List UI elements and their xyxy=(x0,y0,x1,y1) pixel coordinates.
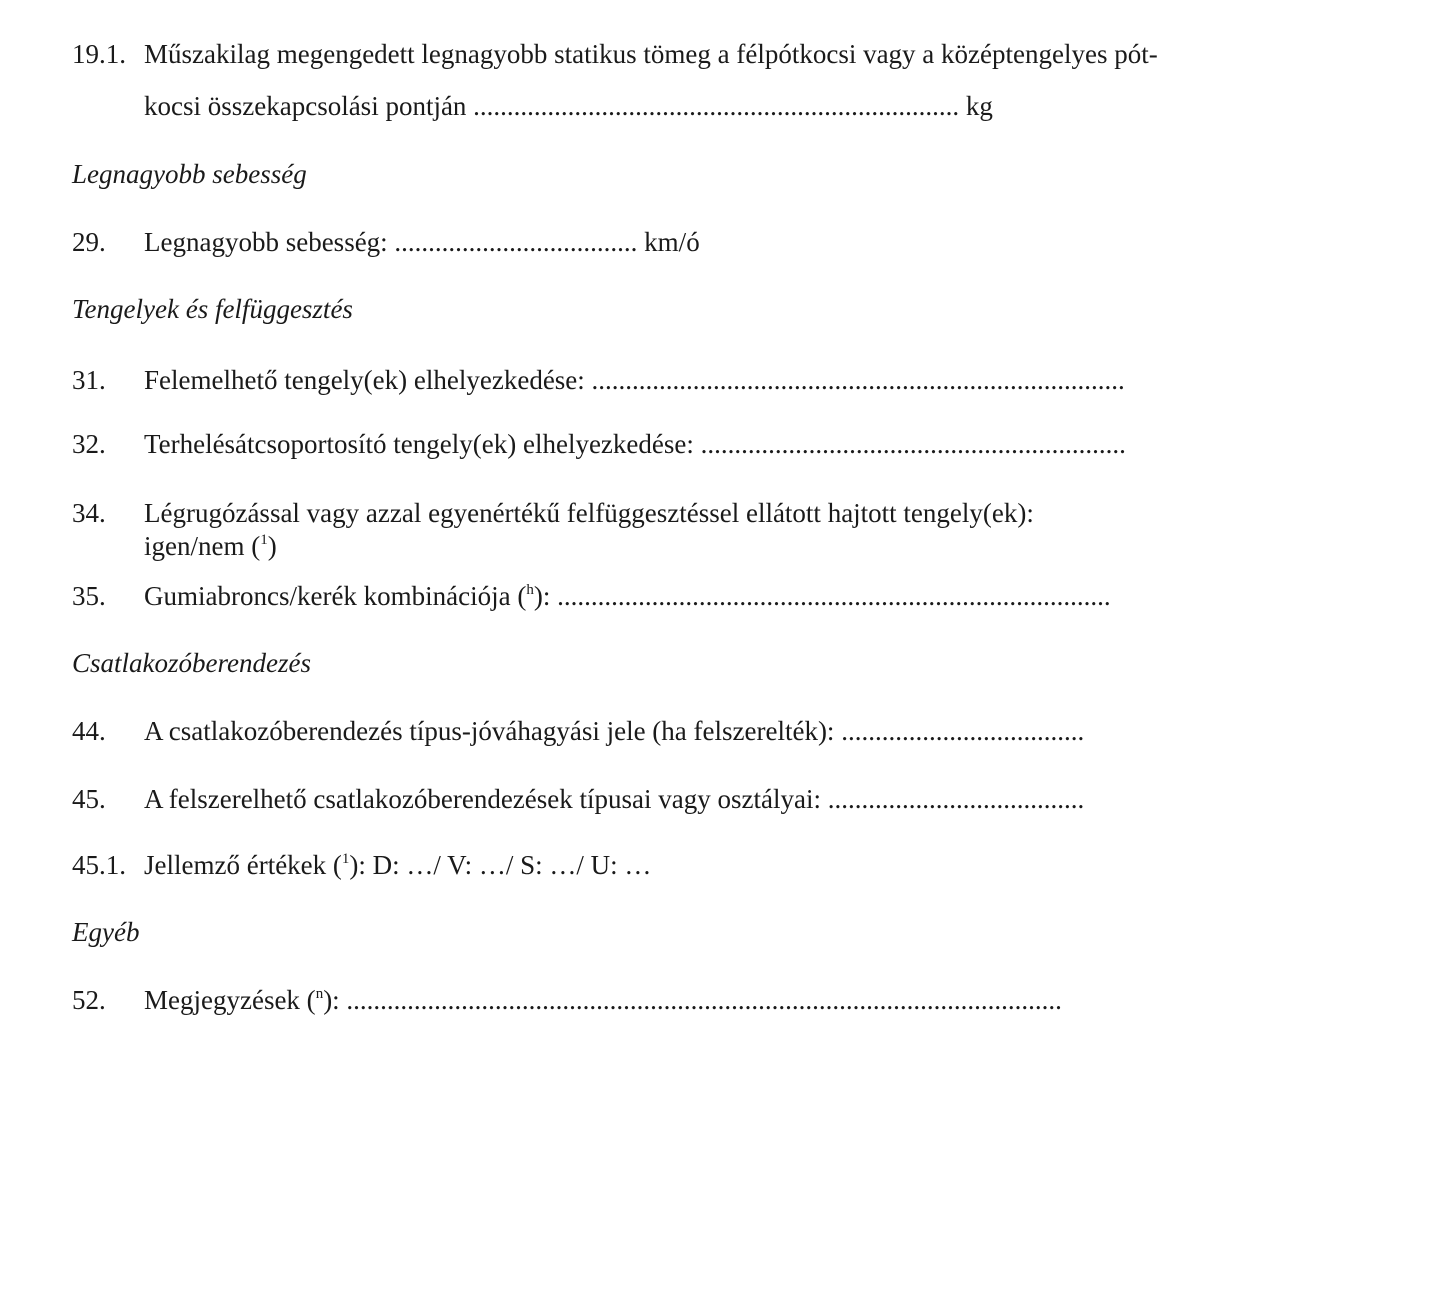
item-number: 34. xyxy=(72,498,106,528)
item-text: Felemelhető tengely(ek) elhelyezkedése: ............................................................................... xyxy=(144,365,1125,395)
item-text-line-1: Légrugózással vagy azzal egyenértékű felfüggesztéssel ellátott hajtott tengely(ek): xyxy=(144,498,1034,528)
footnote-ref: 1 xyxy=(341,851,350,867)
item-52 xyxy=(72,984,1282,1016)
item-34 xyxy=(72,497,1282,562)
section-heading-axles: Tengelyek és felfüggesztés xyxy=(72,294,353,324)
item-number: 29. xyxy=(72,227,106,257)
item-number: 35. xyxy=(72,581,106,611)
item-35 xyxy=(72,580,1282,612)
item-number: 32. xyxy=(72,429,106,459)
item-number: 44. xyxy=(72,716,106,746)
section-heading-speed: Legnagyobb sebesség xyxy=(72,159,307,189)
item-number: 19.1. xyxy=(72,39,126,69)
item-text-line-2: igen/nem ($^1$) xyxy=(144,531,277,561)
item-32 xyxy=(72,428,1282,460)
footnote-ref: n xyxy=(315,986,324,1002)
item-text: Gumiabroncs/kerék kombinációja ($^h$): .................................................................................. xyxy=(144,581,1111,611)
item-number: 45. xyxy=(72,784,106,814)
item-number: 31. xyxy=(72,365,106,395)
item-text: A csatlakozóberendezés típus-jóváhagyási jele (ha felszerelték): .................................... xyxy=(144,716,1085,746)
section-heading-coupling: Csatlakozóberendezés xyxy=(72,648,311,678)
item-text-line-2: kocsi összekapcsolási pontján ........................................................................ kg xyxy=(144,91,993,121)
item-45-1 xyxy=(72,849,1282,881)
item-text: Terhelésátcsoportosító tengely(ek) elhelyezkedése: ............................................................... xyxy=(144,429,1126,459)
item-29 xyxy=(72,226,1282,258)
item-text-line-1: Műszakilag megengedett legnagyobb statikus tömeg a félpótkocsi vagy a középtengelyes pót- xyxy=(144,39,1158,69)
item-31 xyxy=(72,364,1282,396)
item-text: A felszerelhető csatlakozóberendezések típusai vagy osztályai: ...................................... xyxy=(144,784,1085,814)
item-text: Jellemző értékek ($^1$): D: …/ V: …/ S: …/ U: … xyxy=(144,850,652,880)
footnote-ref: h xyxy=(526,582,534,598)
item-text: Megjegyzések ($^n$): .......................................................................................................... xyxy=(144,985,1062,1015)
item-number: 52. xyxy=(72,985,106,1015)
footnote-ref: 1 xyxy=(260,532,268,548)
item-text: Legnagyobb sebesség: .................................... km/ó xyxy=(144,227,700,257)
item-44 xyxy=(72,715,1282,747)
section-heading-other: Egyéb xyxy=(72,917,140,947)
item-19-1 xyxy=(72,38,1282,122)
item-number: 45.1. xyxy=(72,850,126,880)
item-45 xyxy=(72,783,1282,815)
